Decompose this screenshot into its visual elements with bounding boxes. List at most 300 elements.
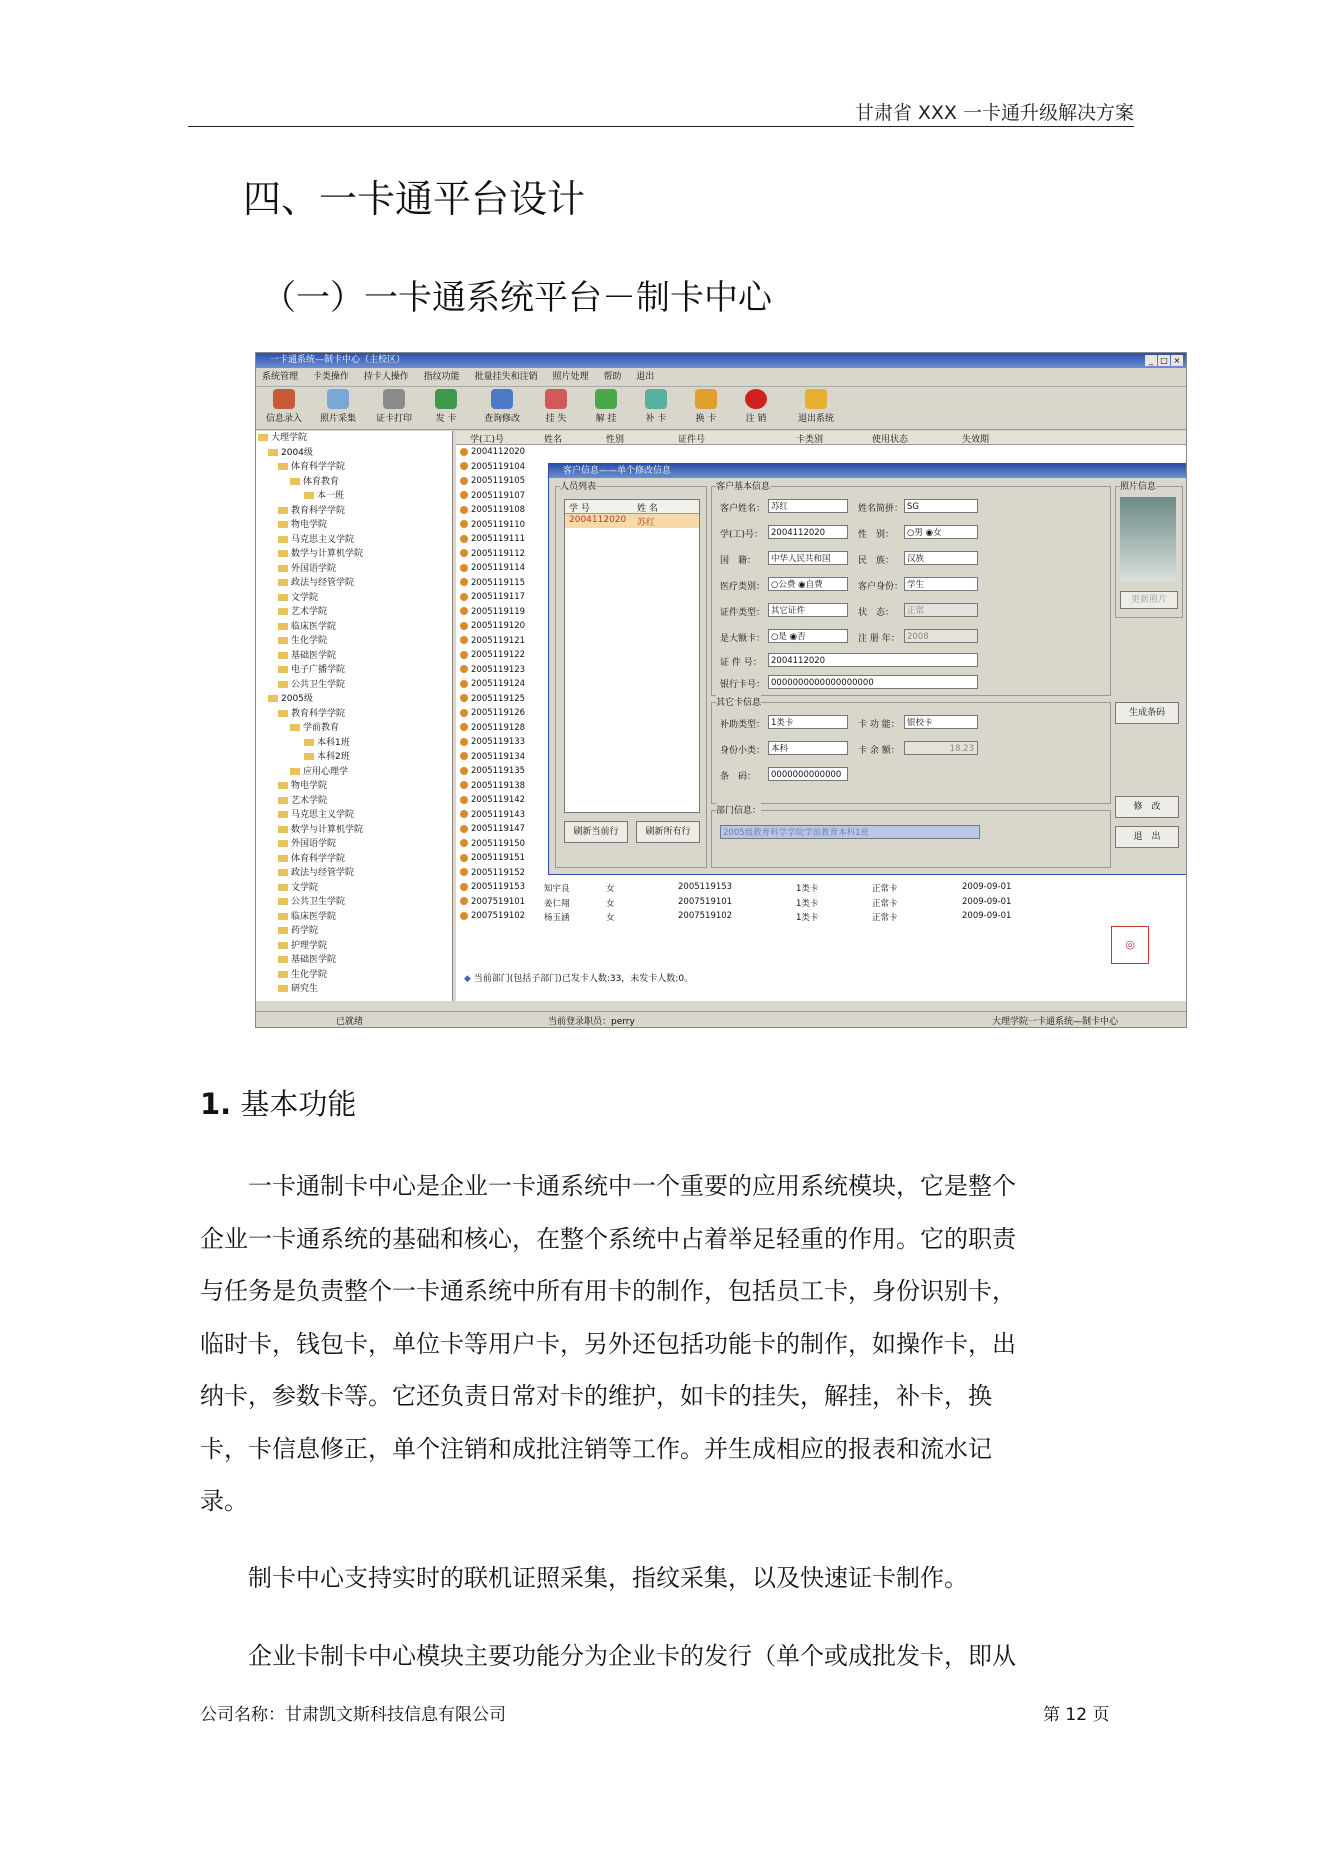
tree-node[interactable]: 体育科学学院 <box>256 460 452 475</box>
tree-node[interactable]: 外国语学院 <box>256 837 452 852</box>
status-ready: 已就绪 <box>336 1017 364 1027</box>
student-id-cell: 2005119150 <box>471 838 526 849</box>
table-row[interactable] <box>460 491 525 501</box>
list-item[interactable] <box>565 514 699 528</box>
status-user: 当前登录职员：perry <box>548 1017 635 1027</box>
list-header: 学 号 <box>569 504 590 514</box>
person-icon <box>460 636 468 644</box>
column-header[interactable]: 使用状态 <box>872 435 909 445</box>
page-number: 第 12 页 <box>1043 1705 1110 1725</box>
maximize-icon[interactable]: □ <box>1158 355 1170 366</box>
select-value: 其它证件 <box>771 606 806 616</box>
paragraph <box>200 1630 1125 1683</box>
table-row[interactable] <box>460 708 525 718</box>
tree-node[interactable]: 文学院 <box>256 591 452 606</box>
tree-node[interactable]: 艺术学院 <box>256 794 452 809</box>
radio-label: 是 <box>778 632 787 642</box>
table-cell: 女 <box>606 913 615 923</box>
radio-label: 男 <box>914 528 923 538</box>
tool-label: 解 挂 <box>595 414 617 424</box>
tree-node[interactable]: 药学院 <box>256 924 452 939</box>
person-icon <box>460 564 468 572</box>
generate-barcode-button[interactable]: 生成条码 <box>1115 702 1179 724</box>
field-label: 状 态： <box>858 608 895 618</box>
menu-item[interactable]: 退出 <box>636 372 655 382</box>
person-icon <box>460 796 468 804</box>
entry-icon <box>273 389 295 409</box>
cert-type-select[interactable] <box>768 603 848 617</box>
text-line: 卡，卡信息修正，单个注销和成批注销等工作。并生成相应的报表和流水记 <box>200 1434 992 1463</box>
logo-icon: ◎ <box>1111 926 1149 964</box>
tree-node[interactable]: 马克思主义学院 <box>256 533 452 548</box>
bank-card-field[interactable]: 0000000000000000000 <box>768 675 978 689</box>
table-row[interactable] <box>460 853 525 863</box>
person-icon <box>460 868 468 876</box>
student-id-cell: 2005119119 <box>471 606 526 617</box>
tree-node[interactable]: 应用心理学 <box>256 765 452 780</box>
student-id-cell: 2005119107 <box>471 490 526 501</box>
tree-node[interactable]: 公共卫生学院 <box>256 895 452 910</box>
select-value: 学生 <box>907 580 925 590</box>
tree-node[interactable]: 体育科学学院 <box>256 852 452 867</box>
tool-label: 注 销 <box>745 414 767 424</box>
column-header[interactable]: 卡类别 <box>796 435 824 445</box>
tree-node[interactable]: 数学与计算机学院 <box>256 547 452 562</box>
subsection-text: 基本功能 <box>240 1087 357 1121</box>
grid-header <box>456 431 1186 445</box>
table-cell: 杨玉涵 <box>544 913 570 923</box>
person-list-panel <box>555 482 707 868</box>
window-title: 一卡通系统—制卡中心（主校区） <box>270 355 406 365</box>
student-id-cell: 2005119138 <box>471 780 526 791</box>
window-titlebar <box>256 353 1186 368</box>
student-id-cell: 2005119123 <box>471 664 526 675</box>
table-row[interactable] <box>460 578 525 588</box>
person-icon <box>460 897 468 905</box>
identity-select[interactable] <box>904 577 978 591</box>
student-id-cell: 2005119110 <box>471 519 526 530</box>
column-header[interactable]: 学(工)号 <box>470 435 505 445</box>
table-row[interactable] <box>460 534 525 544</box>
cert-no-field[interactable]: 2004112020 <box>768 653 978 667</box>
person-icon <box>460 810 468 818</box>
person-icon <box>460 825 468 833</box>
table-cell: 2007519102 <box>678 911 733 921</box>
swap-card-icon <box>695 389 717 409</box>
camera-icon <box>327 389 349 409</box>
dialog-title: 客户信息——单个修改信息 <box>549 464 1187 478</box>
student-id-cell: 2005119147 <box>471 824 526 834</box>
tree-node[interactable]: 艺术学院 <box>256 605 452 620</box>
dept-field: 2005级教育科学学院学前教育本科1班 <box>720 825 980 839</box>
refresh-all-button[interactable]: 刷新所有行 <box>636 821 700 843</box>
person-icon <box>460 549 468 557</box>
menu-bar <box>256 368 1186 387</box>
tree-node[interactable]: 基础医学院 <box>256 649 452 664</box>
pinyin-field[interactable]: SG <box>904 499 978 513</box>
select-value: 银校卡 <box>907 718 933 728</box>
tree-node[interactable]: 2004级 <box>256 446 452 461</box>
field-label: 是大额卡： <box>720 634 766 644</box>
tree-node[interactable]: 数学与计算机学院 <box>256 823 452 838</box>
radio-label: 女 <box>933 528 942 538</box>
table-row[interactable] <box>460 505 525 515</box>
table-cell: 正常卡 <box>872 884 898 894</box>
status-app: 大理学院一卡通系统—制卡中心 <box>992 1017 1119 1027</box>
section-heading: （一）一卡通系统平台－制卡中心 <box>262 278 772 318</box>
person-icon <box>460 883 468 891</box>
table-row[interactable] <box>460 868 525 878</box>
balance-field: 18.23 <box>904 741 978 755</box>
tree-node[interactable]: 政法与经管学院 <box>256 576 452 591</box>
tool-label: 换 卡 <box>695 414 717 424</box>
text-line: 与任务是负责整个一卡通系统中所有用卡的制作，包括员工卡，身份识别卡， <box>200 1277 1016 1305</box>
person-icon <box>460 854 468 862</box>
person-icon <box>460 535 468 543</box>
tool-label: 挂 失 <box>545 414 567 424</box>
person-icon <box>460 477 468 485</box>
state-field: 正常 <box>904 603 978 617</box>
tree-node[interactable]: 物电学院 <box>256 518 452 533</box>
exit-button[interactable]: 退 出 <box>1115 826 1179 848</box>
student-id-cell: 2005119152 <box>471 867 526 878</box>
person-icon <box>460 680 468 688</box>
tree-node[interactable]: 护理学院 <box>256 939 452 954</box>
tree-node[interactable]: 文学院 <box>256 881 452 896</box>
tree-node[interactable]: 教育科学学院 <box>256 707 452 722</box>
column-header[interactable]: 证件号 <box>678 435 706 445</box>
table-row[interactable] <box>460 447 525 457</box>
table-row[interactable] <box>460 737 525 747</box>
person-icon <box>460 622 468 630</box>
tree-node[interactable]: 临床医学院 <box>256 910 452 925</box>
tool-label: 发 卡 <box>435 414 457 424</box>
tree-node[interactable]: 生化学院 <box>256 968 452 983</box>
person-list[interactable] <box>564 499 700 813</box>
person-icon <box>460 665 468 673</box>
table-row[interactable] <box>460 810 525 820</box>
exit-icon <box>805 389 827 409</box>
issue-card-icon <box>435 389 457 409</box>
table-row[interactable] <box>460 795 525 805</box>
field-label: 补助类型： <box>720 720 766 730</box>
subsection-number: 1. <box>200 1087 232 1121</box>
other-card-panel <box>711 698 1111 804</box>
sex-radio-group[interactable]: ○男 ◉女 <box>904 525 978 539</box>
person-icon <box>460 723 468 731</box>
person-icon <box>460 462 468 470</box>
person-icon <box>460 491 468 499</box>
close-icon[interactable]: × <box>1171 355 1183 366</box>
column-header[interactable]: 性别 <box>606 435 625 445</box>
tool-label: 照片采集 <box>319 414 356 424</box>
student-id-cell: 2005119111 <box>471 534 526 544</box>
tool-button[interactable] <box>730 389 782 424</box>
student-id-cell: 2005119128 <box>471 722 526 733</box>
field-label: 民 族： <box>858 556 895 566</box>
table-row[interactable] <box>460 781 525 791</box>
person-icon <box>460 839 468 847</box>
field-label: 国 籍： <box>720 556 757 566</box>
student-id-cell: 2005119133 <box>471 737 526 747</box>
lost-icon <box>545 389 567 409</box>
table-cell: 知宇良 <box>544 884 570 894</box>
menu-item[interactable]: 卡类操作 <box>312 372 349 382</box>
person-icon <box>460 593 468 601</box>
tool-button[interactable] <box>580 389 632 424</box>
table-cell: 2009-09-01 <box>962 896 1012 907</box>
text-line: 制卡中心支持实时的联机证照采集，指纹采集，以及快速证卡制作。 <box>200 1564 968 1592</box>
field-label: 客户身份： <box>858 582 904 592</box>
tree-node[interactable]: 研究生 <box>256 982 452 997</box>
table-cell: 2007519101 <box>678 896 733 907</box>
student-id-cell: 2005119126 <box>471 708 526 718</box>
panel-title: 部门信息： <box>716 803 761 816</box>
chapter-heading: 四、一卡通平台设计 <box>243 177 586 221</box>
big-card-radio-group[interactable]: ○是 ◉否 <box>768 629 848 643</box>
person-icon <box>460 448 468 456</box>
text-line: 一卡通制卡中心是企业一卡通系统中一个重要的应用系统模块，它是整个 <box>200 1172 1016 1200</box>
list-cell: 2004112020 <box>569 515 627 525</box>
table-row[interactable] <box>460 563 525 573</box>
tool-button[interactable] <box>368 389 420 424</box>
select-value: 1类卡 <box>771 718 794 728</box>
student-id-cell: 2005119104 <box>471 461 526 472</box>
status-tip: ◆ 当前部门(包括子部门)已发卡人数:33，未发卡人数:0。 <box>464 974 694 984</box>
modify-button[interactable]: 修 改 <box>1115 796 1179 818</box>
select-value: 汉族 <box>907 554 925 564</box>
student-id-cell: 2007519101 <box>471 896 526 907</box>
student-id-cell: 2005119114 <box>471 563 526 573</box>
tree-node[interactable]: 2005级 <box>256 692 452 707</box>
student-id-cell: 2005119134 <box>471 751 526 762</box>
reissue-icon <box>645 389 667 409</box>
person-icon <box>460 767 468 775</box>
text-line: 录。 <box>200 1487 248 1515</box>
table-row[interactable] <box>460 897 525 907</box>
tree-node[interactable]: 马克思主义学院 <box>256 808 452 823</box>
unlock-icon <box>595 389 617 409</box>
tool-label: 查询修改 <box>483 414 520 424</box>
student-id-cell: 2005119142 <box>471 795 526 805</box>
table-cell: 正常卡 <box>872 898 898 909</box>
radio-label: 自费 <box>805 580 823 590</box>
student-no-field[interactable]: 2004112020 <box>768 525 848 539</box>
medical-radio-group[interactable]: ○公费 ◉自费 <box>768 577 848 591</box>
table-row[interactable] <box>460 636 525 646</box>
table-row[interactable] <box>460 882 525 892</box>
tree-node[interactable]: 教育科学学院 <box>256 504 452 519</box>
table-row[interactable] <box>460 621 525 631</box>
table-row[interactable] <box>460 723 525 733</box>
tool-label: 退出系统 <box>797 414 834 424</box>
reg-year-field: 2008 <box>904 629 978 643</box>
tool-button[interactable] <box>476 389 528 424</box>
text-line: 纳卡，参数卡等。它还负责日常对卡的维护，如卡的挂失，解挂，补卡，换 <box>200 1382 992 1410</box>
text-line: 企业卡制卡中心模块主要功能分为企业卡的发行（单个或成批发卡，即从 <box>200 1642 1016 1670</box>
table-row[interactable] <box>460 462 525 472</box>
column-header[interactable]: 失效期 <box>962 435 990 445</box>
table-row[interactable] <box>460 549 525 559</box>
photo-panel <box>1115 482 1183 618</box>
student-id-cell: 2005119105 <box>471 476 526 486</box>
text-line: 临时卡，钱包卡，单位卡等用户卡，另外还包括功能卡的制作，如操作卡，出 <box>200 1329 1016 1358</box>
field-label: 客户姓名： <box>720 504 766 514</box>
field-label: 姓名简拼： <box>858 504 904 514</box>
tree-node[interactable]: 学前教育 <box>256 721 452 736</box>
table-cell: 女 <box>606 898 615 909</box>
table-cell: 1类卡 <box>796 898 819 909</box>
student-id-cell: 2005119117 <box>471 592 526 602</box>
tool-button[interactable] <box>420 389 472 424</box>
tree-node[interactable]: 物电学院 <box>256 779 452 794</box>
table-row[interactable] <box>460 520 525 530</box>
paragraph <box>200 1160 1125 1528</box>
select-value: 中华人民共和国 <box>771 554 831 564</box>
card-function-select[interactable] <box>904 715 978 729</box>
tool-label: 补 卡 <box>645 414 667 424</box>
header-title: 甘肃省 XXX 一卡通升级解决方案 <box>854 102 1134 124</box>
menu-item[interactable]: 系统管理 <box>262 372 299 382</box>
table-row[interactable] <box>460 650 525 660</box>
student-id-cell: 2005119151 <box>471 853 526 863</box>
field-label: 性 别： <box>858 530 895 540</box>
student-id-cell: 2005119153 <box>471 882 526 892</box>
panel-title: 其它卡信息 <box>716 695 761 708</box>
person-icon <box>460 709 468 717</box>
student-id-cell: 2005119135 <box>471 766 526 776</box>
table-cell: 1类卡 <box>796 913 819 923</box>
tool-button[interactable] <box>786 389 846 424</box>
minimize-icon[interactable]: _ <box>1145 355 1157 366</box>
field-label: 身份小类： <box>720 746 766 756</box>
tool-button[interactable] <box>680 389 732 424</box>
user-photo <box>1120 497 1176 581</box>
tree-node[interactable]: 本科1班 <box>256 736 452 751</box>
name-field[interactable]: 苏红 <box>768 499 848 513</box>
table-row[interactable] <box>460 911 525 921</box>
table-row[interactable] <box>460 766 525 776</box>
tool-button[interactable] <box>258 389 310 424</box>
tool-button[interactable] <box>630 389 682 424</box>
toolbar <box>256 387 1186 430</box>
barcode-field[interactable]: 0000000000000 <box>768 767 848 781</box>
student-id-cell: 2005119121 <box>471 635 526 646</box>
menu-item[interactable]: 帮助 <box>603 372 622 382</box>
tree-node[interactable]: 电子广播学院 <box>256 663 452 678</box>
person-icon <box>460 578 468 586</box>
student-id-cell: 2007519102 <box>471 911 526 921</box>
panel-title: 客户基本信息 <box>716 479 770 492</box>
table-cell: 女 <box>606 884 615 894</box>
table-cell: 姜仁翔 <box>544 898 570 909</box>
menu-item[interactable]: 批量挂失和注销 <box>474 372 538 382</box>
person-icon <box>460 520 468 528</box>
person-icon <box>460 738 468 746</box>
tool-label: 证卡打印 <box>375 414 412 424</box>
tree-node[interactable]: 本科2班 <box>256 750 452 765</box>
text-line: 企业一卡通系统的基础和核心，在整个系统中占着举足轻重的作用。它的职责 <box>200 1224 1016 1253</box>
field-label: 卡 余 额： <box>858 746 900 756</box>
table-row[interactable] <box>460 839 525 849</box>
ethnic-select[interactable] <box>904 551 978 565</box>
nation-select[interactable] <box>768 551 848 565</box>
table-row[interactable] <box>460 824 525 834</box>
basic-info-panel <box>711 482 1111 696</box>
menu-item[interactable]: 指纹功能 <box>423 372 460 382</box>
table-row[interactable] <box>460 476 525 486</box>
panel-title: 照片信息 <box>1120 479 1156 492</box>
table-cell: 2009-09-01 <box>962 882 1012 892</box>
tree-node[interactable]: 政法与经管学院 <box>256 866 452 881</box>
tree-node[interactable]: 外国语学院 <box>256 562 452 577</box>
student-id-cell: 2005119122 <box>471 650 526 660</box>
field-label: 注 册 年： <box>858 634 900 644</box>
student-id-cell: 2005119115 <box>471 577 526 588</box>
list-cell: 苏红 <box>637 518 656 528</box>
person-icon <box>460 607 468 615</box>
table-row[interactable] <box>460 592 525 602</box>
tree-node[interactable]: 本一班 <box>256 489 452 504</box>
field-label: 学(工)号： <box>720 530 764 540</box>
column-header[interactable]: 姓名 <box>544 435 563 445</box>
field-label: 卡 功 能： <box>858 720 900 730</box>
cancel-card-icon <box>745 389 767 409</box>
update-photo-button[interactable]: 更新照片 <box>1120 591 1178 609</box>
subsection-heading <box>200 1082 356 1123</box>
tree-node[interactable]: 基础医学院 <box>256 953 452 968</box>
refresh-current-button[interactable]: 刷新当前行 <box>564 821 628 843</box>
tree-node[interactable]: 公共卫生学院 <box>256 678 452 693</box>
list-header: 姓 名 <box>637 504 658 514</box>
field-label: 条 码： <box>720 772 757 782</box>
table-row[interactable] <box>460 752 525 762</box>
subsidy-select[interactable] <box>768 715 848 729</box>
person-icon <box>460 651 468 659</box>
tree-node[interactable]: 临床医学院 <box>256 620 452 635</box>
student-id-cell: 2005119108 <box>471 505 526 515</box>
id-subtype-select[interactable] <box>768 741 848 755</box>
tool-label: 信息录入 <box>265 414 302 424</box>
person-icon <box>460 781 468 789</box>
table-row[interactable] <box>460 665 525 675</box>
tree-node[interactable]: 大理学院 <box>256 431 452 446</box>
field-label: 医疗类别： <box>720 582 766 592</box>
table-cell: 2005119153 <box>678 882 733 892</box>
search-icon <box>491 389 513 409</box>
table-cell: 1类卡 <box>796 884 819 894</box>
customer-info-dialog <box>548 463 1187 875</box>
tool-button[interactable] <box>530 389 582 424</box>
student-id-cell: 2004112020 <box>471 447 526 457</box>
table-row[interactable] <box>460 607 525 617</box>
student-id-cell: 2005119143 <box>471 809 526 820</box>
menu-item[interactable]: 照片处理 <box>552 372 589 382</box>
tree-node[interactable]: 生化学院 <box>256 634 452 649</box>
tree-node[interactable]: 体育教育 <box>256 475 452 490</box>
field-label: 证 件 号： <box>720 658 762 668</box>
table-row[interactable] <box>460 694 525 704</box>
menu-item[interactable]: 持卡人操作 <box>363 372 409 382</box>
student-id-cell: 2005119120 <box>471 621 526 631</box>
printer-icon <box>383 389 405 409</box>
student-id-cell: 2005119112 <box>471 548 526 559</box>
person-icon <box>460 694 468 702</box>
table-row[interactable] <box>460 679 525 689</box>
radio-label: 否 <box>797 632 806 642</box>
tool-button[interactable] <box>312 389 364 424</box>
select-value: 本科 <box>771 744 789 754</box>
